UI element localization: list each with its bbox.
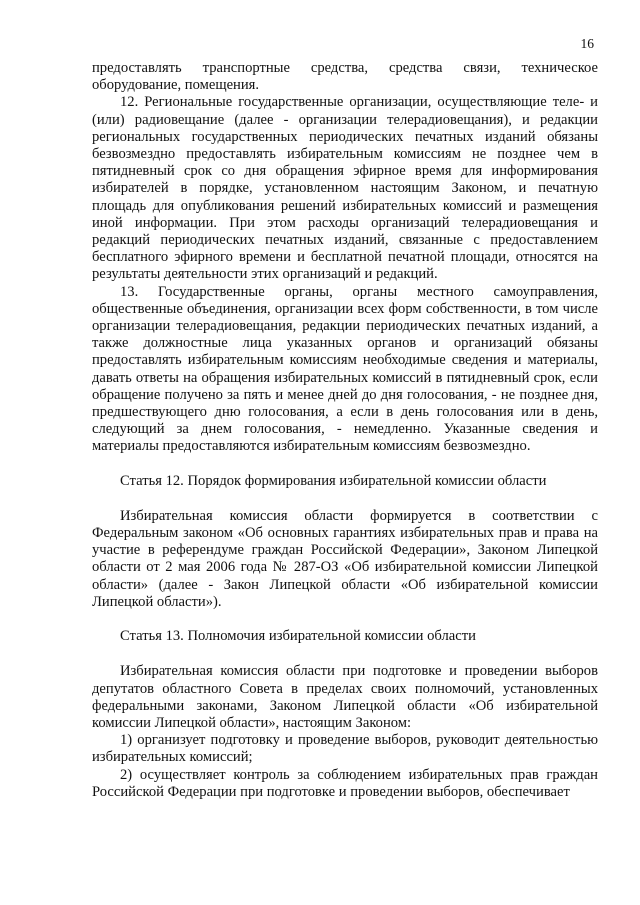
article-13-item-2: 2) осуществляет контроль за соблюдением избирательных прав граждан Российской Федерации при подготовке и проведении выборов, обеспечивает	[92, 766, 598, 800]
paragraph-item-13: 13. Государственные органы, органы местного самоуправления, общественные объединения, организации всех форм собственности, в том числе организации телерадиовещания, редакции периодических печатных изданий, а также должностные лица указанных органов и организаций обязаны предоставлять избирательным комиссиям необходимые сведения и материалы, давать ответы на обращения избирательных комиссий в пятидневный срок, если обращение получено за пять и менее дней до дня голосования, - не позднее дня, предшествующего дню голосования, а если в день голосования или в день, следующий за днем голосования, - немедленно. Указанные сведения и материалы предоставляются избирательным комиссиям безвозмездно.	[92, 283, 598, 455]
article-13-item-1: 1) организует подготовку и проведение выборов, руководит деятельностью избирательных комиссий;	[92, 732, 598, 766]
page-number: 16	[580, 36, 594, 51]
article-13-heading: Статья 13. Полномочия избирательной комиссии области	[120, 628, 476, 645]
article-13-intro: Избирательная комиссия области при подготовке и проведении выборов депутатов областного Совета в пределах своих полномочий, установленных федеральными законами, Законом Липецкой области «Об избирательной комиссии Липецкой области», настоящим Законом:	[92, 663, 598, 731]
article-12-text: Избирательная комиссия области формируется в соответствии с Федеральным законом «Об основных гарантиях избирательных прав и права на участие в референдуме граждан Российской Федерации», Законом Липецкой области от 2 мая 2006 года № 287-ОЗ «Об избирательной комиссии Липецкой области» (далее - Закон Липецкой области «Об избирательной комиссии Липецкой области»).	[92, 507, 598, 610]
article-12-heading: Статья 12. Порядок формирования избирательной комиссии области	[120, 472, 547, 489]
paragraph-item-12: 12. Региональные государственные организации, осуществляющие теле- и (или) радиовещание (далее - организации телерадиовещания), и редакции региональных государственных периодических печатных изданий обязаны безвозмездно предоставлять избирательным комиссиям не позднее чем в пятидневный срок со дня обращения эфирное время для информирования избирателей в порядке, установленном настоящим Законом, и печатную площадь для опубликования решений избирательных комиссий и размещения иной информации. При этом расходы организаций телерадиовещания и редакций периодических печатных изданий, связанные с предоставлением бесплатного эфирного времени и бесплатной печатной площади, относятся на результаты деятельности этих организаций и редакций.	[92, 94, 598, 283]
paragraph-continuation: предоставлять транспортные средства, средства связи, техническое оборудование, помещения.	[92, 60, 598, 94]
document-body	[92, 60, 598, 801]
